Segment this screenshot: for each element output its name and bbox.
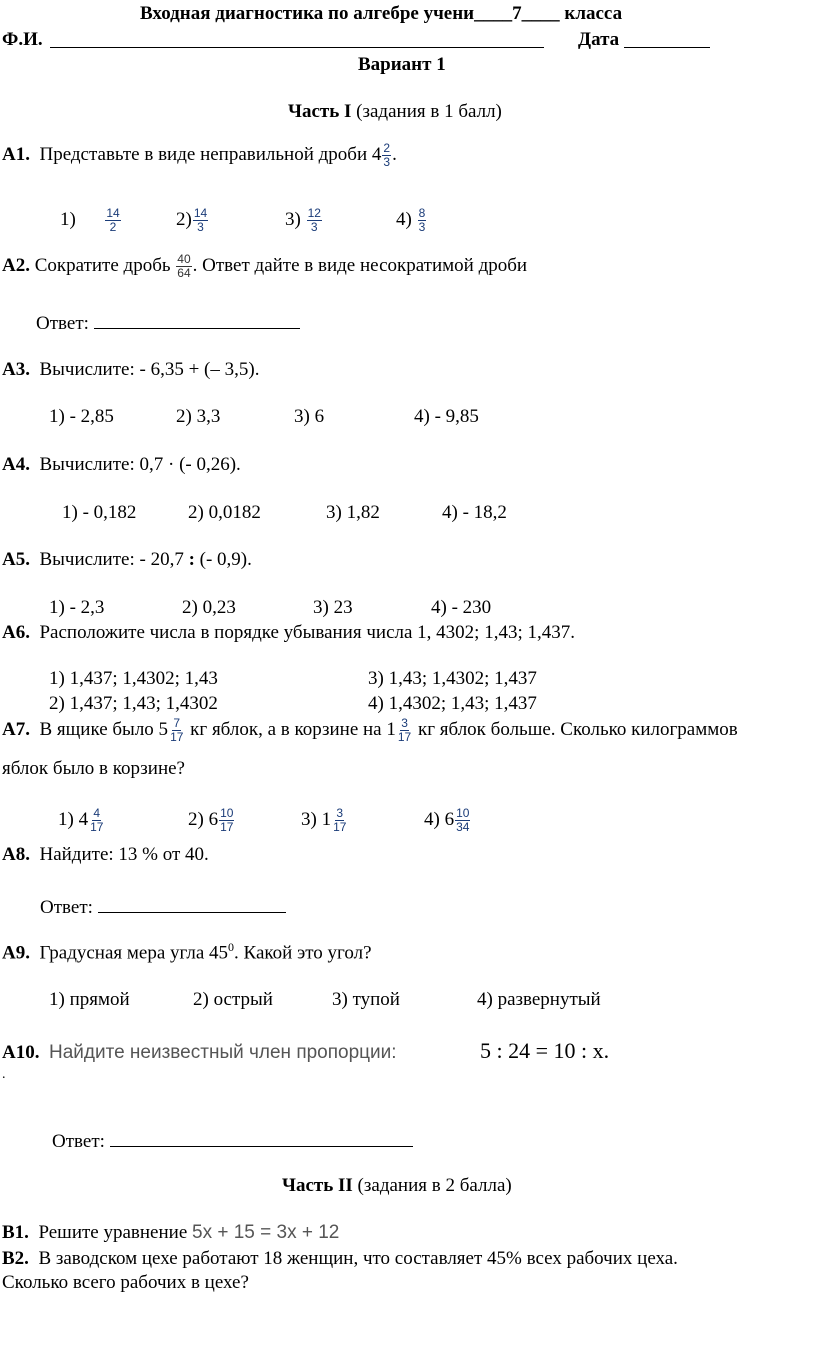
task-a7: А7. В ящике было 5 $\frac{7}{17}$ кг яблок, а в корзине на 1 $\frac{3}{17}$ кг яблок больше. Сколько килограммов [2, 716, 738, 744]
a1-option-1[interactable]: 1) $\frac{14}{2}$ [60, 206, 120, 234]
a2-answer [36, 311, 300, 333]
part2-label: Часть II [282, 1175, 353, 1196]
a4-option-1[interactable]: 1) - 0,182 [62, 502, 137, 523]
a9-option-3[interactable]: 3) тупой [332, 989, 400, 1010]
a8-answer [40, 895, 286, 917]
task-number: А2. [2, 254, 30, 276]
part2-heading [282, 1176, 512, 1195]
task-text: Найдите: 13 % от 40. [39, 844, 209, 865]
task-a8: А8. Найдите: 13 % от 40. [2, 844, 209, 865]
task-a6: А6. Расположите числа в порядке убывания числа 1, 4302; 1,43; 1,437. [2, 622, 575, 643]
task-a2: А2. Сократите дробь $\frac{40}{64}$ . Ответ дайте в виде несократимой дроби [2, 252, 528, 280]
a7-option-1[interactable]: 1) 4 $\frac{4}{17}$ [58, 806, 104, 834]
fio-label: Ф.И. [2, 29, 43, 50]
task-number: А1. [2, 143, 30, 165]
task-text: Вычислите: - 20,7 [39, 549, 184, 570]
a9-option-2[interactable]: 2) острый [193, 989, 273, 1010]
a9-option-1[interactable]: 1) прямой [49, 989, 130, 1010]
task-text: Градусная мера угла 45 [39, 942, 229, 964]
a4-option-3[interactable]: 3) 1,82 [326, 502, 380, 523]
a4-option-2[interactable]: 2) 0,0182 [188, 502, 261, 523]
task-a10: А10. Найдите неизвестный член пропорции: [2, 1042, 397, 1063]
part2-note: (задания в 2 балла) [357, 1175, 512, 1196]
a1-option-2[interactable]: 2) $\frac{14}{3}$ [176, 206, 208, 234]
a7-option-4[interactable]: 4) 6 $\frac{10}{34}$ [424, 806, 470, 834]
task-text: Сократите дробь [34, 254, 171, 276]
task-text: Вычислите: 0,7 · (- 0,26). [39, 454, 241, 475]
fraction: $\frac{2}{3}$ [383, 141, 391, 169]
task-b2-line2: Сколько всего рабочих в цехе? [2, 1272, 249, 1293]
a3-option-3[interactable]: 3) 6 [294, 406, 325, 427]
answer-label: Ответ: [40, 897, 93, 918]
task-text: В ящике было 5 [39, 718, 169, 740]
a5-option-1[interactable]: 1) - 2,3 [49, 597, 105, 618]
answer-label: Ответ: [36, 313, 89, 334]
task-text: В заводском цехе работают 18 женщин, что составляет 45% всех рабочих цеха. [38, 1248, 678, 1269]
a10-dot: . [2, 1067, 6, 1082]
part1-note: (задания в 1 балл) [356, 101, 502, 122]
part1-label: Часть I [288, 101, 352, 122]
task-text: Вычислите: - 6,35 + (– 3,5). [39, 359, 260, 380]
a3-option-1[interactable]: 1) - 2,85 [49, 406, 114, 427]
task-b2: В2. В заводском цехе работают 18 женщин, что составляет 45% всех рабочих цеха. [2, 1248, 678, 1269]
variant-title: Вариант 1 [358, 54, 446, 75]
a6-option-4[interactable]: 4) 1,4302; 1,43; 1,437 [368, 693, 537, 714]
task-text: Представьте в виде неправильной дроби 4 [39, 143, 382, 165]
a3-option-4[interactable]: 4) - 9,85 [414, 406, 479, 427]
a5-option-3[interactable]: 3) 23 [313, 597, 353, 618]
a3-option-2[interactable]: 2) 3,3 [176, 406, 221, 427]
a7-option-3[interactable]: 3) 1 $\frac{3}{17}$ [301, 806, 347, 834]
a4-option-4[interactable]: 4) - 18,2 [442, 502, 507, 523]
a8-answer-field[interactable] [98, 895, 286, 913]
task-a9: А9. Градусная мера угла $45^0$. Какой это угол? [2, 940, 372, 964]
a6-option-2[interactable]: 2) 1,437; 1,43; 1,4302 [49, 693, 218, 714]
date-label: Дата [578, 29, 620, 50]
a6-option-3[interactable]: 3) 1,43; 1,4302; 1,437 [368, 668, 537, 689]
task-text: Расположите числа в порядке убывания числа 1, 4302; 1,43; 1,437. [39, 622, 575, 643]
a10-answer [52, 1129, 413, 1151]
task-text: Решите уравнение [38, 1222, 188, 1243]
a5-option-4[interactable]: 4) - 230 [431, 597, 492, 618]
a7-option-2[interactable]: 2) 6 $\frac{10}{17}$ [188, 806, 234, 834]
a2-answer-field[interactable] [94, 311, 300, 329]
part1-heading [288, 102, 502, 121]
task-a5: А5. Вычислите: - 20,7 : (- 0,9). [2, 549, 252, 570]
a10-answer-field[interactable] [110, 1129, 413, 1147]
a1-option-4[interactable]: 4) $\frac{8}{3}$ [396, 206, 426, 234]
a1-option-3[interactable]: 3) $\frac{12}{3}$ [285, 206, 321, 234]
fio-field[interactable] [50, 30, 544, 48]
fraction: $\frac{40}{64}$ [177, 252, 191, 280]
task-a1: А1. Представьте в виде неправильной дроби 4 $\frac{2}{3}$ . [2, 141, 397, 169]
a10-equation: 5 : 24 = 10 : х. [480, 1038, 610, 1063]
answer-label: Ответ: [52, 1131, 105, 1152]
task-text: Найдите неизвестный член пропорции: [48, 1042, 397, 1063]
a6-option-1[interactable]: 1) 1,437; 1,4302; 1,43 [49, 668, 218, 689]
a9-option-4[interactable]: 4) развернутый [477, 989, 601, 1010]
b1-equation: 5х + 15 = 3х + 12 [192, 1222, 340, 1243]
a5-option-2[interactable]: 2) 0,23 [182, 597, 236, 618]
task-a3: А3. Вычислите: - 6,35 + (– 3,5). [2, 359, 260, 380]
task-a4: А4. Вычислите: 0,7 · (- 0,26). [2, 454, 241, 475]
task-b1: В1. Решите уравнение 5х + 15 = 3х + 12 [2, 1222, 340, 1243]
task-a7-line2: яблок было в корзине? [2, 758, 185, 779]
date-field[interactable] [624, 30, 710, 48]
page-title: Входная диагностика по алгебре учени____7____ класса [140, 3, 623, 24]
